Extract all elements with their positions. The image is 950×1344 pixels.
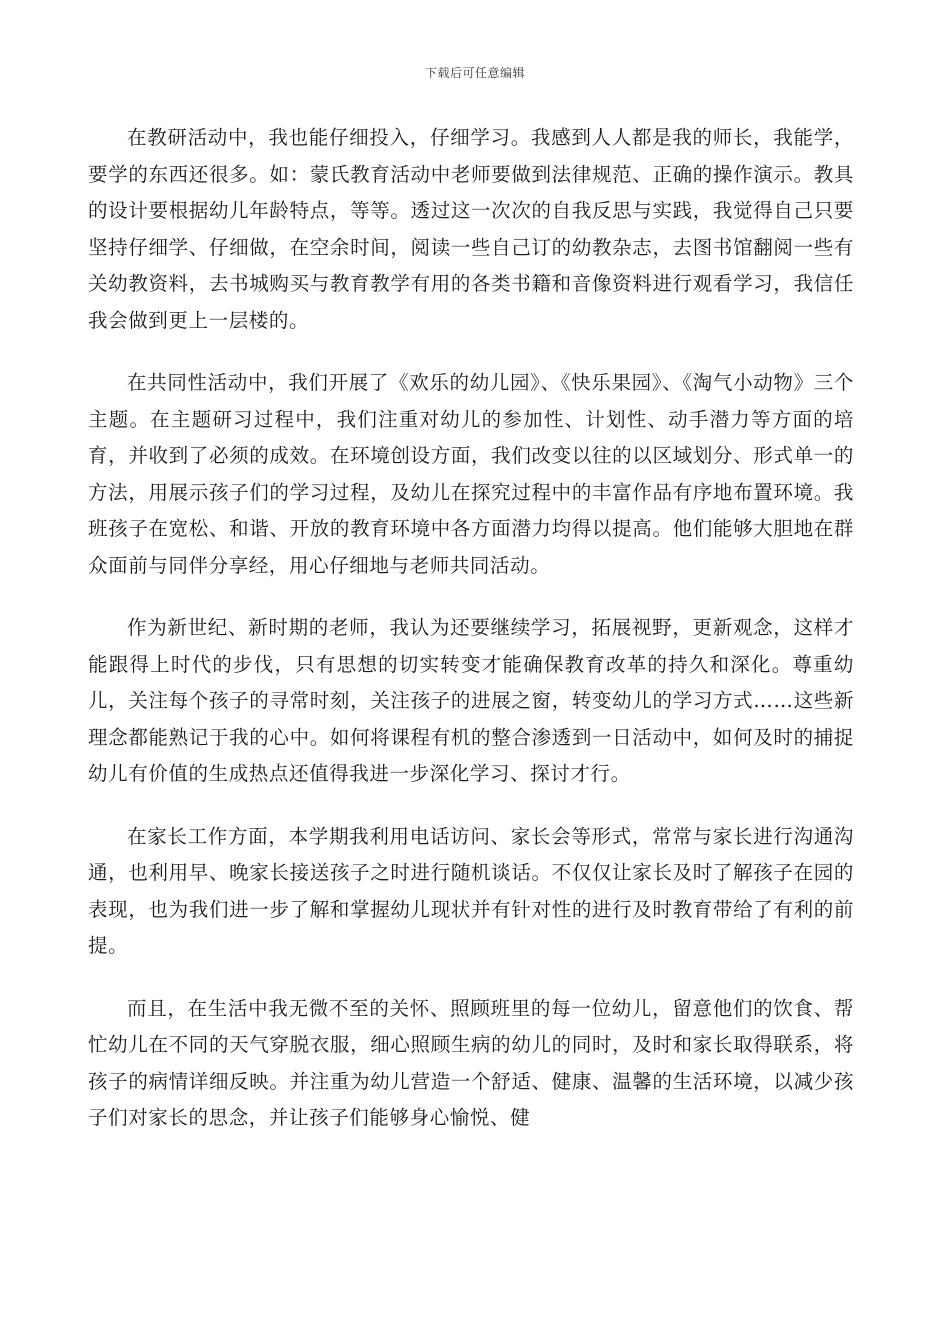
document-body bbox=[88, 120, 854, 1163]
paragraph: 在教研活动中，我也能仔细投入，仔细学习。我感到人人都是我的师长，我能学，要学的东西还很多。如：蒙氏教育活动中老师要做到法律规范、正确的操作演示。教具的设计要根据幼儿年龄特点，等等。透过这一次次的自我反思与实践，我觉得自己只要坚持仔细学、仔细做，在空余时间，阅读一些自己订的幼教杂志，去图书馆翻阅一些有关幼教资料，去书城购买与教育教学有用的各类书籍和音像资料进行观看学习，我信任我会做到更上一层楼的。 bbox=[88, 126, 854, 332]
paragraph: 作为新世纪、新时期的老师，我认为还要继续学习，拓展视野，更新观念，这样才能跟得上时代的步伐，只有思想的切实转变才能确保教育改革的持久和深化。尊重幼儿，关注每个孩子的寻常时刻，关注孩子的进展之窗，转变幼儿的学习方式……这些新理念都能熟记于我的心中。如何将课程有机的整合渗透到一日活动中，如何及时的捕捉幼儿有价值的生成热点还值得我进一步深化学习、探讨才行。 bbox=[88, 616, 854, 785]
header-note: 下载后可任意编辑 bbox=[424, 66, 525, 80]
paragraph: 在家长工作方面，本学期我利用电话访问、家长会等形式，常常与家长进行沟通沟通，也利用早、晚家长接送孩子之时进行随机谈话。不仅仅让家长及时了解孩子在园的表现，也为我们进一步了解和掌握幼儿现状并有针对性的进行及时教育带给了有利的前提。 bbox=[88, 824, 854, 957]
paragraph: 在共同性活动中，我们开展了《欢乐的幼儿园》、《快乐果园》、《淘气小动物》三个主题。在主题研习过程中，我们注重对幼儿的参加性、计划性、动手潜力等方面的培育，并收到了必须的成效。在环境创设方面，我们改变以往的以区域划分、形式单一的方法，用展示孩子们的学习过程，及幼儿在探究过程中的丰富作品有序地布置环境。我班孩子在宽松、和谐、开放的教育环境中各方面潜力均得以提高。他们能够大胆地在群众面前与同伴分享经，用心仔细地与老师共同活动。 bbox=[88, 371, 854, 577]
paragraph: 而且，在生活中我无微不至的关怀、照顾班里的每一位幼儿，留意他们的饮食、帮忙幼儿在不同的天气穿脱衣服，细心照顾生病的幼儿的同时，及时和家长取得联系，将孩子的病情详细反映。并注重为幼儿营造一个舒适、健康、温馨的生活环境，以减少孩子们对家长的思念，并让孩子们能够身心愉悦、健 bbox=[88, 996, 854, 1129]
